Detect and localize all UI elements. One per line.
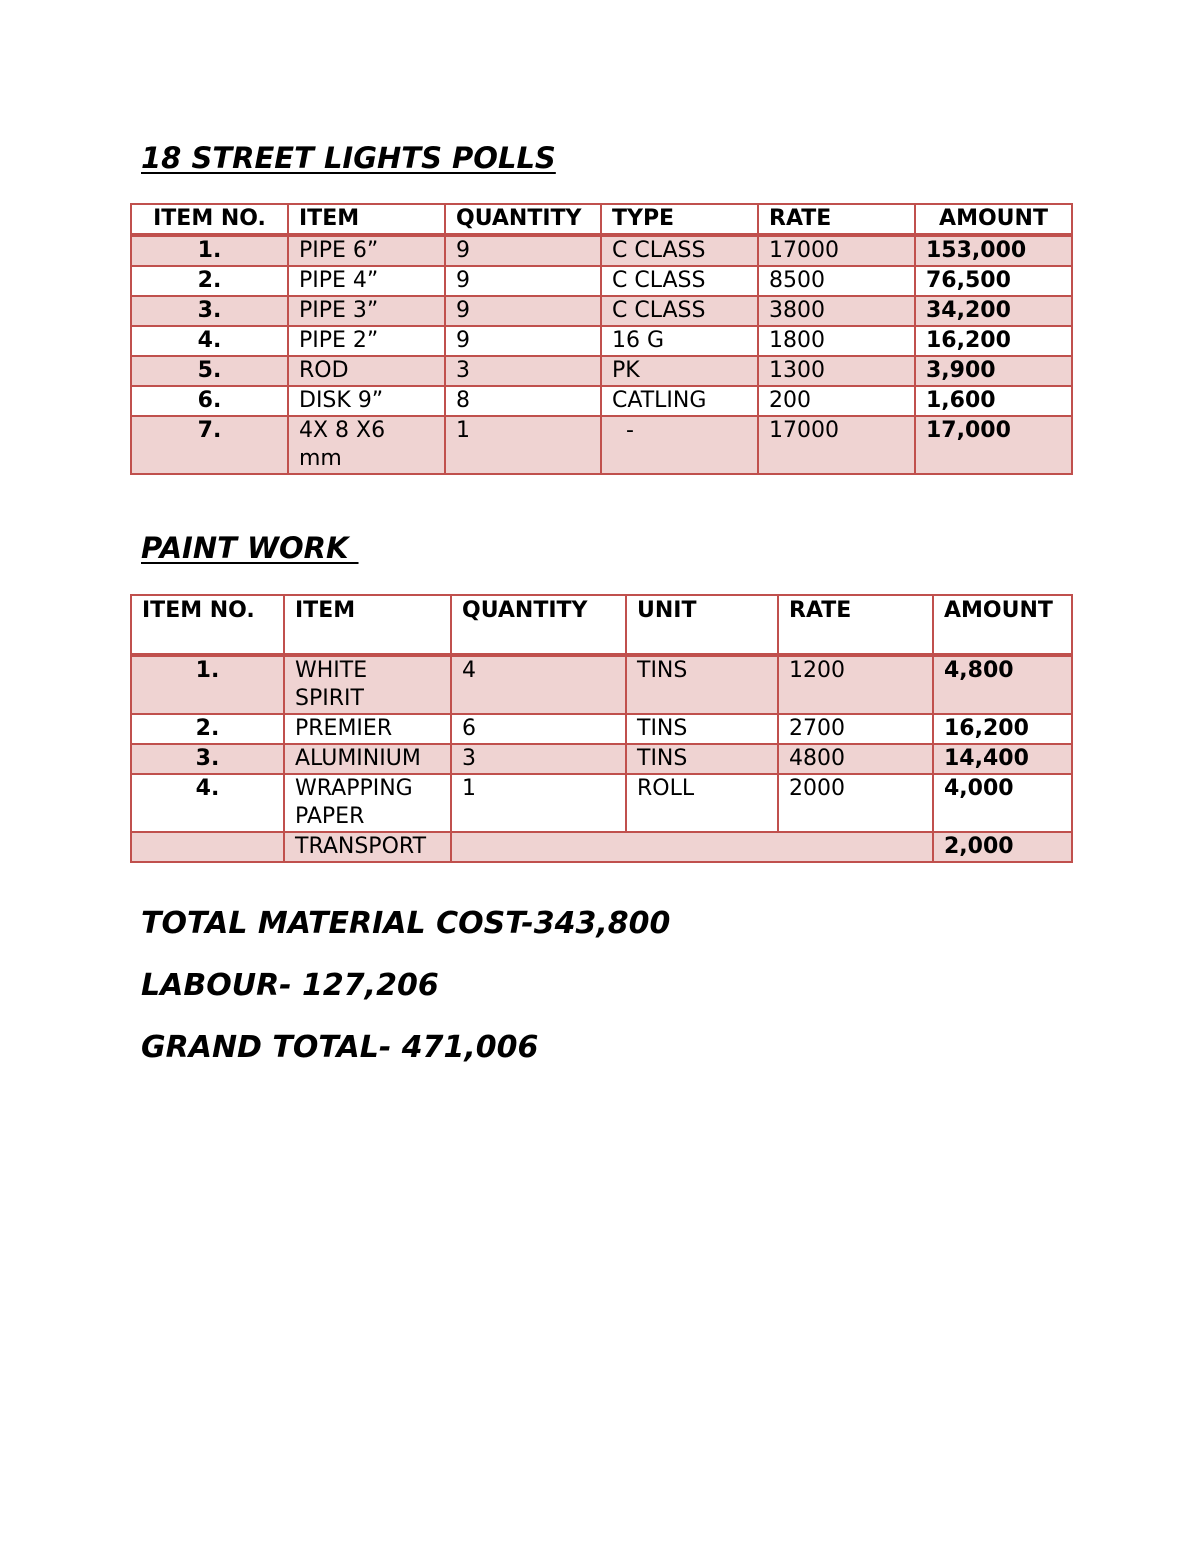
item-no-cell: 7. bbox=[131, 416, 288, 474]
quantity-cell: 8 bbox=[445, 386, 601, 416]
quantity-cell: 9 bbox=[445, 296, 601, 326]
table-header-row bbox=[131, 204, 1072, 235]
header-amount: AMOUNT bbox=[915, 204, 1072, 235]
unit-cell: TINS bbox=[626, 744, 778, 774]
header-rate: RATE bbox=[778, 595, 933, 655]
item-cell: 4X 8 X6 mm bbox=[288, 416, 445, 474]
item-cell: ROD bbox=[288, 356, 445, 386]
quantity-cell: 4 bbox=[451, 655, 626, 714]
table-row bbox=[131, 714, 1072, 744]
table-header-row bbox=[131, 595, 1072, 655]
header-quantity: QUANTITY bbox=[451, 595, 626, 655]
item-no-cell: 4. bbox=[131, 774, 284, 832]
rate-cell: 1300 bbox=[758, 356, 915, 386]
item-cell: PIPE 6” bbox=[288, 235, 445, 266]
item-no-cell: 2. bbox=[131, 714, 284, 744]
street-lights-title: 18 STREET LIGHTS POLLS bbox=[141, 141, 556, 175]
item-cell: TRANSPORT bbox=[284, 832, 451, 862]
total-material-cost: TOTAL MATERIAL COST-343,800 bbox=[141, 906, 671, 941]
rate-cell: 1800 bbox=[758, 326, 915, 356]
item-no-cell: 3. bbox=[131, 744, 284, 774]
item-cell: DISK 9” bbox=[288, 386, 445, 416]
labour-cost: LABOUR- 127,206 bbox=[141, 968, 439, 1003]
empty-cell bbox=[131, 832, 284, 862]
item-no-cell: 1. bbox=[131, 235, 288, 266]
item-no-cell: 4. bbox=[131, 326, 288, 356]
unit-cell: TINS bbox=[626, 655, 778, 714]
amount-cell: 153,000 bbox=[915, 235, 1072, 266]
item-no-cell: 3. bbox=[131, 296, 288, 326]
amount-cell: 17,000 bbox=[915, 416, 1072, 474]
item-no-cell: 1. bbox=[131, 655, 284, 714]
amount-cell: 34,200 bbox=[915, 296, 1072, 326]
header-quantity: QUANTITY bbox=[445, 204, 601, 235]
type-cell: C CLASS bbox=[601, 235, 758, 266]
header-unit: UNIT bbox=[626, 595, 778, 655]
item-cell: PIPE 3” bbox=[288, 296, 445, 326]
unit-cell: TINS bbox=[626, 714, 778, 744]
table-row bbox=[131, 356, 1072, 386]
transport-row bbox=[131, 832, 1072, 862]
rate-cell: 2700 bbox=[778, 714, 933, 744]
rate-cell: 17000 bbox=[758, 416, 915, 474]
quantity-cell: 9 bbox=[445, 326, 601, 356]
amount-cell: 1,600 bbox=[915, 386, 1072, 416]
item-no-cell: 6. bbox=[131, 386, 288, 416]
quantity-cell: 1 bbox=[451, 774, 626, 832]
table-row bbox=[131, 744, 1072, 774]
header-item-no: ITEM NO. bbox=[131, 204, 288, 235]
header-item: ITEM bbox=[284, 595, 451, 655]
rate-cell: 2000 bbox=[778, 774, 933, 832]
unit-cell: ROLL bbox=[626, 774, 778, 832]
type-cell: C CLASS bbox=[601, 296, 758, 326]
quantity-cell: 1 bbox=[445, 416, 601, 474]
rate-cell: 3800 bbox=[758, 296, 915, 326]
amount-cell: 76,500 bbox=[915, 266, 1072, 296]
type-cell: - bbox=[601, 416, 758, 474]
amount-cell: 4,000 bbox=[933, 774, 1072, 832]
quantity-cell: 9 bbox=[445, 266, 601, 296]
type-cell: C CLASS bbox=[601, 266, 758, 296]
street-lights-table bbox=[130, 203, 1073, 475]
amount-cell: 14,400 bbox=[933, 744, 1072, 774]
grand-total: GRAND TOTAL- 471,006 bbox=[141, 1030, 539, 1065]
item-no-cell: 5. bbox=[131, 356, 288, 386]
quantity-cell: 6 bbox=[451, 714, 626, 744]
table-row bbox=[131, 296, 1072, 326]
item-cell: PIPE 4” bbox=[288, 266, 445, 296]
type-cell: 16 G bbox=[601, 326, 758, 356]
header-item: ITEM bbox=[288, 204, 445, 235]
empty-cell bbox=[451, 832, 933, 862]
item-cell: PREMIER bbox=[284, 714, 451, 744]
paint-work-title: PAINT WORK bbox=[141, 531, 359, 565]
table-row bbox=[131, 386, 1072, 416]
type-cell: PK bbox=[601, 356, 758, 386]
rate-cell: 8500 bbox=[758, 266, 915, 296]
item-cell: PIPE 2” bbox=[288, 326, 445, 356]
table-row bbox=[131, 416, 1072, 474]
item-no-cell: 2. bbox=[131, 266, 288, 296]
rate-cell: 17000 bbox=[758, 235, 915, 266]
amount-cell: 16,200 bbox=[915, 326, 1072, 356]
type-cell: CATLING bbox=[601, 386, 758, 416]
quantity-cell: 9 bbox=[445, 235, 601, 266]
amount-cell: 16,200 bbox=[933, 714, 1072, 744]
header-rate: RATE bbox=[758, 204, 915, 235]
quantity-cell: 3 bbox=[445, 356, 601, 386]
header-amount: AMOUNT bbox=[933, 595, 1072, 655]
paint-work-table bbox=[130, 594, 1073, 863]
rate-cell: 1200 bbox=[778, 655, 933, 714]
amount-cell: 2,000 bbox=[933, 832, 1072, 862]
header-type: TYPE bbox=[601, 204, 758, 235]
amount-cell: 4,800 bbox=[933, 655, 1072, 714]
table-row bbox=[131, 235, 1072, 266]
amount-cell: 3,900 bbox=[915, 356, 1072, 386]
item-cell: WHITE SPIRIT bbox=[284, 655, 451, 714]
rate-cell: 4800 bbox=[778, 744, 933, 774]
item-cell: ALUMINIUM bbox=[284, 744, 451, 774]
table-row bbox=[131, 266, 1072, 296]
header-item-no: ITEM NO. bbox=[131, 595, 284, 655]
table-row bbox=[131, 326, 1072, 356]
table-row bbox=[131, 774, 1072, 832]
rate-cell: 200 bbox=[758, 386, 915, 416]
quantity-cell: 3 bbox=[451, 744, 626, 774]
table-row bbox=[131, 655, 1072, 714]
item-cell: WRAPPING PAPER bbox=[284, 774, 451, 832]
